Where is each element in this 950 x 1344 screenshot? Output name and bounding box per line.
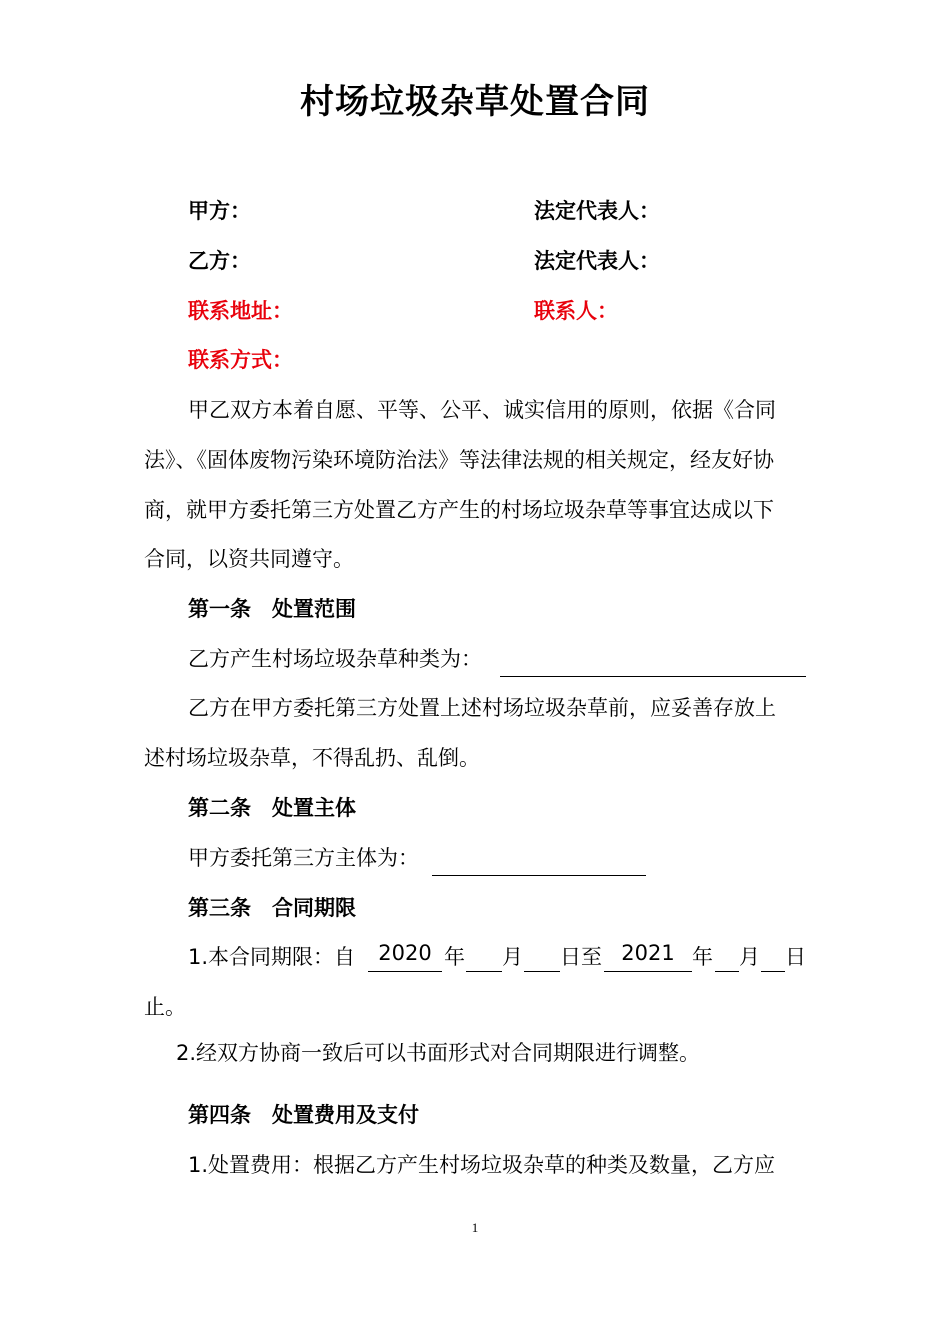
end-month-blank[interactable] <box>715 941 739 972</box>
waste-type-blank[interactable] <box>500 650 806 677</box>
contact-method-label: 联系方式： <box>188 348 293 372</box>
page-number: 1 <box>471 1220 479 1235</box>
term-prefix: 1.本合同期限：自 <box>188 945 356 969</box>
start-month-blank[interactable] <box>466 941 502 972</box>
day-label-2: 日 <box>785 945 806 969</box>
article-4-heading: 第四条 处置费用及支付 <box>188 1103 419 1127</box>
fee-clause-line-1: 1.处置费用：根据乙方产生村场垃圾杂草的种类及数量，乙方应 <box>188 1153 776 1177</box>
waste-type-label: 乙方产生村场垃圾杂草种类为： <box>188 647 482 671</box>
intro-line-3: 商，就甲方委托第三方处置乙方产生的村场垃圾杂草等事宜达成以下 <box>144 498 774 522</box>
party-a-representative-label: 法定代表人： <box>534 199 660 223</box>
year-label-2: 年 <box>692 945 713 969</box>
document-title: 村场垃圾杂草处置合同 <box>300 82 650 122</box>
third-party-label: 甲方委托第三方主体为： <box>188 846 419 870</box>
party-b-representative-label: 法定代表人： <box>534 249 660 273</box>
party-b-label: 乙方： <box>188 249 251 273</box>
day-to-label: 日至 <box>560 945 602 969</box>
article-1-heading: 第一条 处置范围 <box>188 597 356 621</box>
end-year-field[interactable]: 2021 <box>604 941 692 972</box>
contact-person-label: 联系人： <box>534 299 618 323</box>
third-party-blank[interactable] <box>432 849 646 876</box>
contact-address-label: 联系地址： <box>188 299 293 323</box>
term-adjust-clause: 2.经双方协商一致后可以书面形式对合同期限进行调整。 <box>176 1041 701 1065</box>
month-label-1: 月 <box>502 945 523 969</box>
article-3-heading: 第三条 合同期限 <box>188 896 356 920</box>
intro-line-2: 法》、《固体废物污染环境防治法》等法律法规的相关规定，经友好协 <box>144 448 774 472</box>
article-2-heading: 第二条 处置主体 <box>188 796 356 820</box>
article-1-line-1: 乙方在甲方委托第三方处置上述村场垃圾杂草前，应妥善存放上 <box>188 696 776 720</box>
start-day-blank[interactable] <box>524 941 560 972</box>
party-a-label: 甲方： <box>188 199 251 223</box>
intro-line-4: 合同，以资共同遵守。 <box>144 547 354 571</box>
end-day-blank[interactable] <box>761 941 785 972</box>
term-end: 止。 <box>144 995 186 1019</box>
start-year-field[interactable]: 2020 <box>368 941 442 972</box>
intro-line-1: 甲乙双方本着自愿、平等、公平、诚实信用的原则，依据《合同 <box>188 398 776 422</box>
year-label-1: 年 <box>444 945 465 969</box>
article-1-line-2: 述村场垃圾杂草，不得乱扔、乱倒。 <box>144 746 480 770</box>
month-label-2: 月 <box>739 945 760 969</box>
